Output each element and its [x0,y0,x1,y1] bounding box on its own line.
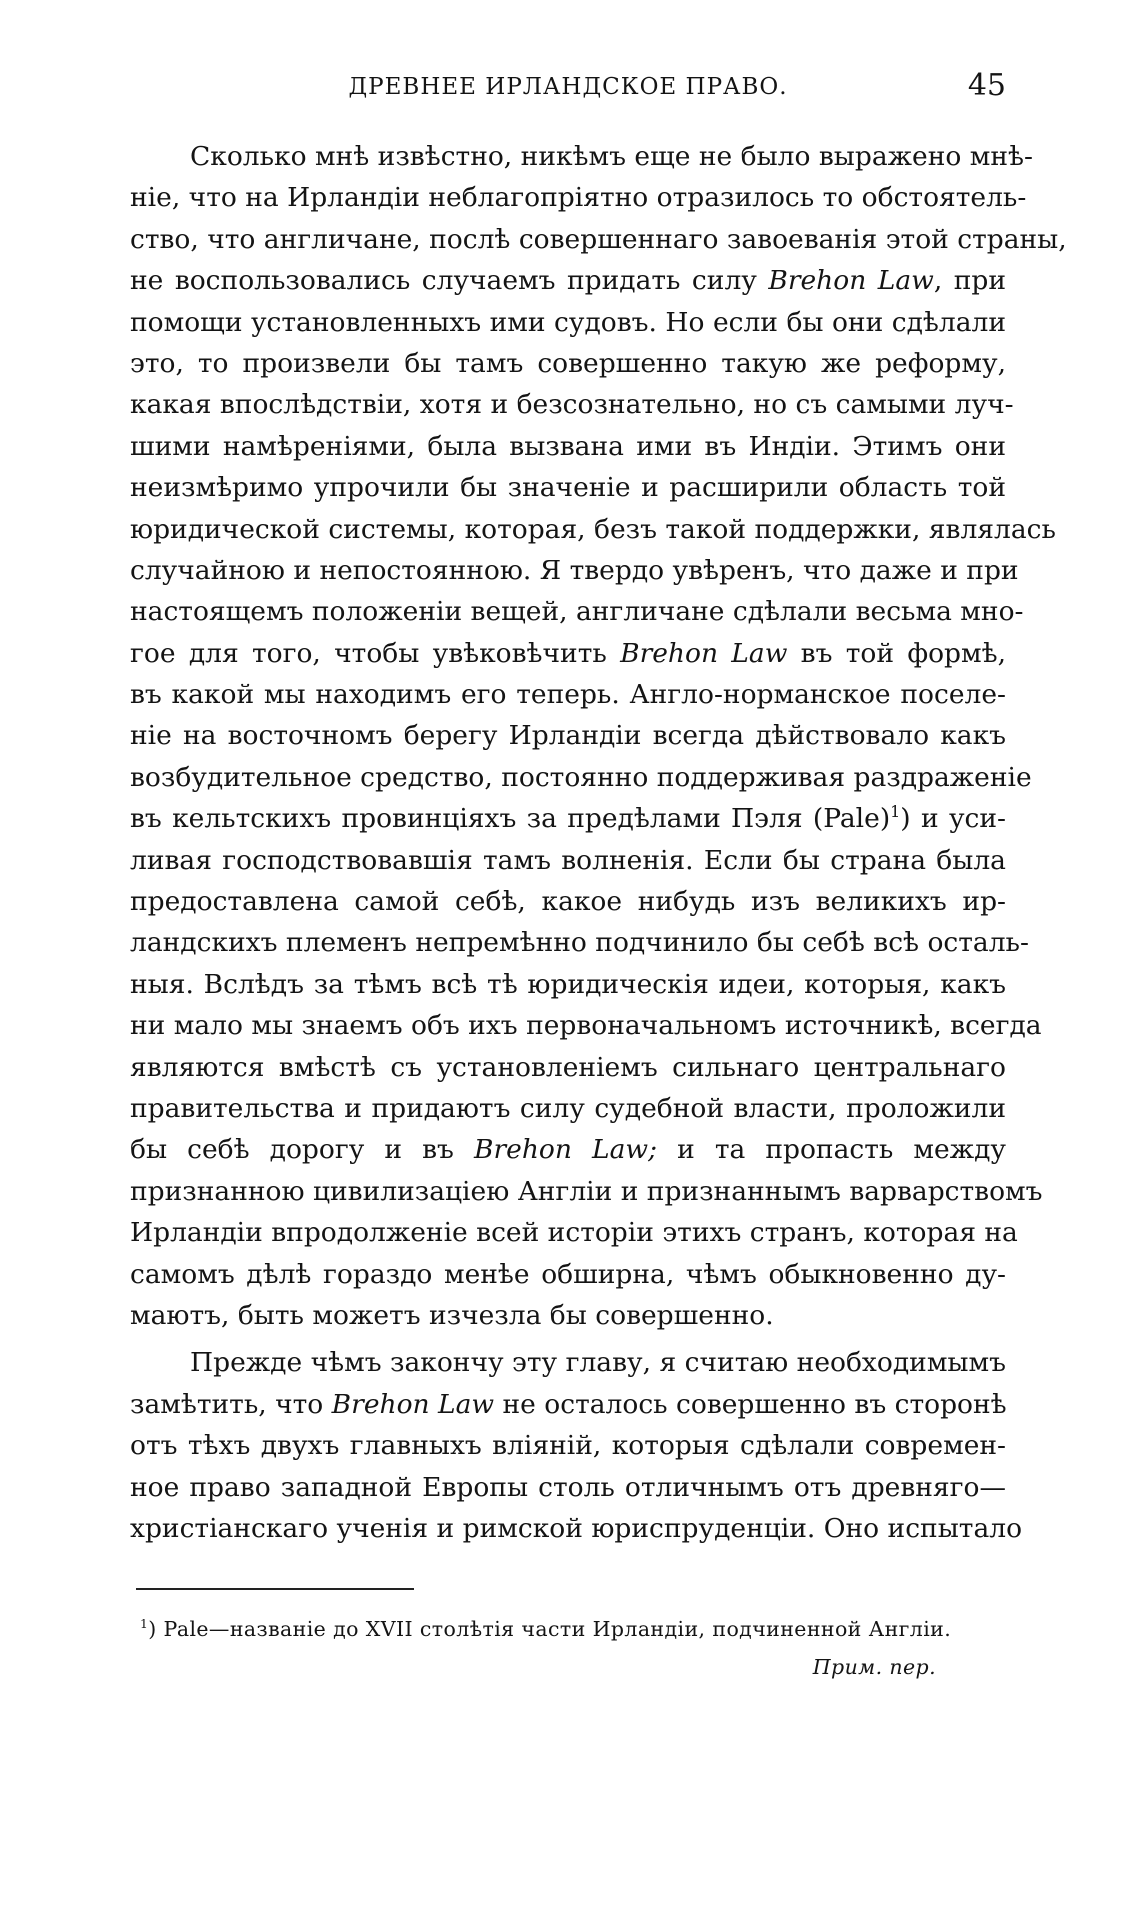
text-line: какая впослѣдствіи, хотя и безсознательно, но съ самыми луч- [130,389,1014,421]
text-fragment: не осталось совершенно въ сторонѣ [494,1388,1007,1420]
text-line: христіанскаго ученія и римской юриспруденціи. Оно испытало [130,1512,1023,1544]
italic-term: Brehon Law; [474,1134,657,1166]
text-line [130,1129,1006,1170]
text-fragment: , при [933,265,1006,297]
text-line: ніе, что на Ирландіи неблагопріятно отразилось то обстоятель- [130,182,1027,214]
text-line [130,798,1006,839]
text-line: это, то произвели бы тамъ совершенно такую же реформу, [130,347,1006,379]
main-text [130,136,1067,1549]
text-line [130,633,1006,674]
text-line: ніе на восточномъ берегу Ирландіи всегда дѣйствовало какъ [130,720,1006,752]
page-header [130,68,1006,108]
text-line: Сколько мнѣ извѣстно, никѣмъ еще не было выражено мнѣ- [190,141,1033,172]
footnote-divider [136,1588,414,1590]
text-line: правительства и придаютъ силу судебной власти, проложили [130,1092,1006,1124]
text-line: самомъ дѣлѣ гораздо менѣе обширна, чѣмъ обыкновенно ду- [130,1258,1006,1290]
text-line: возбудительное средство, постоянно поддерживая раздраженіе [130,761,1032,793]
text-line: Ирландіи впродолженіе всей исторіи этихъ странъ, которая на [130,1217,1018,1249]
text-line: отъ тѣхъ двухъ главныхъ вліяній, которыя сдѣлали современ- [130,1430,1006,1462]
text-line [130,260,1006,301]
footnote-marker: 1 [140,1617,149,1632]
text-fragment: въ той формѣ, [787,637,1006,669]
text-line: шими намѣреніями, была вызвана ими въ Индіи. Этимъ они [130,430,1006,462]
footnote-line [140,1610,1006,1648]
text-line: въ какой мы находимъ его теперь. Англо-норманское поселе- [130,679,1006,711]
translator-note: Прим. пер. [812,1655,936,1679]
text-fragment: не воспользовались случаемъ придать силу [130,265,769,297]
text-line: являются вмѣстѣ съ установленіемъ сильнаго центральнаго [130,1051,1006,1083]
text-line: ное право западной Европы столь отличнымъ отъ древняго— [130,1471,1006,1503]
text-fragment: замѣтить, что [130,1388,332,1420]
text-line [130,1384,1006,1425]
text-line: настоящемъ положеніи вещей, англичане сдѣлали весьма мно- [130,596,1024,628]
text-line: ни мало мы знаемъ объ ихъ первоначальномъ источникѣ, всегда [130,1010,1042,1042]
footnote-text: ) Pale—названіе до XVII столѣтія части Ирландіи, подчиненной Англіи. [148,1617,952,1641]
text-fragment: ) и уси- [900,803,1006,835]
page-number: 45 [967,68,1006,103]
text-line: случайною и непостоянною. Я твердо увѣренъ, что даже и при [130,554,1019,586]
text-line: Прежде чѣмъ закончу эту главу, я считаю необходимымъ [190,1347,1006,1379]
text-line: юридической системы, которая, безъ такой поддержки, являлась [130,513,1056,545]
text-line: ливая господствовавшія тамъ волненія. Если бы страна была [130,844,1006,876]
italic-term: Brehon Law [620,637,788,669]
italic-term: Brehon Law [331,1388,495,1420]
text-fragment: и та пропасть между [657,1134,1006,1166]
text-line: предоставлена самой себѣ, какое нибудь изъ великихъ ир- [130,886,1006,918]
text-fragment: гое для того, чтобы увѣковѣчить [130,637,621,669]
text-line: ландскихъ племенъ непремѣнно подчинило бы себѣ всѣ осталь- [130,927,1029,959]
text-line: ство, что англичане, послѣ совершеннаго завоеванія этой страны, [130,223,1067,255]
footnote [140,1610,1006,1686]
text-line: помощи установленныхъ ими судовъ. Но если бы они сдѣлали [130,306,1006,338]
text-line: неизмѣримо упрочили бы значеніе и расширили область той [130,472,1006,504]
text-line: признанною цивилизаціею Англіи и признаннымъ варварствомъ [130,1175,1043,1207]
footnote-ref: 1 [890,802,901,822]
text-fragment: бы себѣ дорогу и въ [130,1134,474,1166]
text-line: ныя. Вслѣдъ за тѣмъ всѣ тѣ юридическія идеи, которыя, какъ [130,968,1006,1000]
italic-term: Brehon Law [768,265,934,297]
running-title: ДРЕВНЕЕ ИРЛАНДСКОЕ ПРАВО. [348,74,788,100]
text-fragment: въ кельтскихъ провинціяхъ за предѣлами Пэля (Pale) [130,803,891,835]
text-line: маютъ, быть можетъ изчезла бы совершенно. [130,1299,774,1331]
